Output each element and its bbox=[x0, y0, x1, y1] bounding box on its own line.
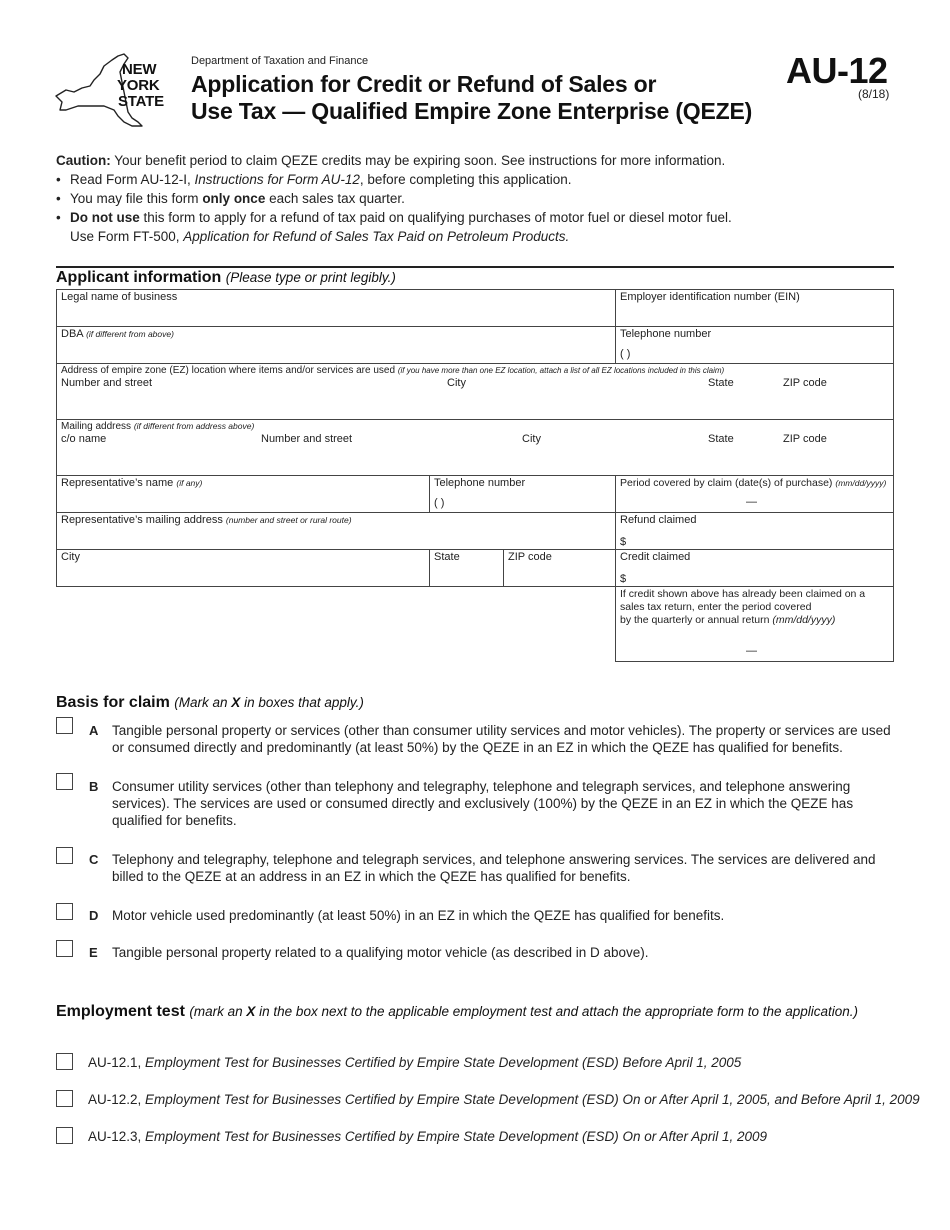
caution-line bbox=[56, 151, 906, 170]
basis-c-text: Telephony and telegraphy, telephone and telegraph services, and telephone answering services. The services are delivered and billed to the QEZE at an address in an EZ in which the QEZE has qualified for benefits. bbox=[112, 852, 876, 884]
basis-a-checkbox[interactable] bbox=[56, 717, 73, 734]
basis-e-text: Tangible personal property related to a qualifying motor vehicle (as described in D above). bbox=[112, 945, 649, 960]
employment-test-2-checkbox[interactable] bbox=[56, 1090, 73, 1107]
mailing-address-field[interactable]: Mailing address (if different from address above) c/o name Number and street City State ZIP code bbox=[56, 419, 894, 476]
grid-bottom-line bbox=[56, 586, 616, 587]
instruction-list bbox=[56, 170, 906, 246]
form-title-line2: Use Tax — Qualified Empire Zone Enterprise (QEZE) bbox=[191, 98, 753, 124]
basis-b-checkbox[interactable] bbox=[56, 773, 73, 790]
caution-text: Your benefit period to claim QEZE credits may be expiring soon. See instructions for more information. bbox=[110, 153, 726, 168]
rep-mailing-field[interactable]: Representative’s mailing address (number and street or rural route) bbox=[56, 512, 616, 550]
employment-test-1-checkbox[interactable] bbox=[56, 1053, 73, 1070]
employment-test-3-text: AU-12.3, Employment Test for Businesses Certified by Empire State Development (ESD) On or After April 1, 2009 bbox=[88, 1129, 768, 1144]
employment-test-3-checkbox[interactable] bbox=[56, 1127, 73, 1144]
instruction-item: • Do not use this form to apply for a refund of tax paid on qualifying purchases of motor fuel or diesel motor fuel. Use Form FT-500, Application for Refund of Sales Tax Paid on Petroleum Products. bbox=[56, 208, 906, 246]
telephone-field[interactable]: Telephone number ( ) bbox=[615, 326, 894, 364]
intro-notes bbox=[56, 151, 906, 246]
logo-text-state: STATE bbox=[118, 93, 164, 110]
employment-heading: Employment test (mark an X in the box next to the applicable employment test and attach the appropriate form to the application.) bbox=[56, 1003, 859, 1020]
basis-e-letter: E bbox=[89, 945, 98, 960]
form-title bbox=[191, 71, 752, 125]
logo-text-new: NEW bbox=[122, 61, 157, 78]
caution-label: Caution: bbox=[56, 153, 111, 168]
rep-state-field[interactable]: State bbox=[429, 549, 504, 587]
form-title-line1: Application for Credit or Refund of Sales or bbox=[191, 71, 657, 97]
ein-field[interactable]: Employer identification number (EIN) bbox=[615, 289, 894, 327]
section-divider bbox=[56, 266, 894, 268]
basis-a-text: Tangible personal property or services (other than consumer utility services and motor vehicles). The property or services are used or consumed directly and predominantly (at least 50%) by the QEZE in an EZ in which the QEZE has qualified for benefits. bbox=[112, 723, 891, 755]
applicant-heading: Applicant information (Please type or print legibly.) bbox=[56, 269, 396, 286]
period-covered-field[interactable]: Period covered by claim (date(s) of purchase) (mm/dd/yyyy) — bbox=[615, 475, 894, 513]
form-id: AU-12 bbox=[786, 50, 888, 91]
logo-text-york: YORK bbox=[117, 77, 160, 94]
basis-d-letter: D bbox=[89, 908, 99, 923]
legal-name-field[interactable]: Legal name of business bbox=[56, 289, 616, 327]
refund-claimed-field[interactable]: Refund claimed $ bbox=[615, 512, 894, 550]
basis-b-letter: B bbox=[89, 779, 99, 794]
basis-heading: Basis for claim (Mark an X in boxes that apply.) bbox=[56, 694, 364, 711]
credit-claimed-field[interactable]: Credit claimed $ bbox=[615, 549, 894, 587]
department-name: Department of Taxation and Finance bbox=[191, 55, 369, 67]
instruction-item: • Read Form AU-12-I, Instructions for Form AU-12, before completing this application. bbox=[56, 170, 906, 189]
instruction-item: • You may file this form only once each sales tax quarter. bbox=[56, 189, 906, 208]
basis-a-letter: A bbox=[89, 723, 99, 738]
basis-e-checkbox[interactable] bbox=[56, 940, 73, 957]
employment-test-1-text: AU-12.1, Employment Test for Businesses Certified by Empire State Development (ESD) Before April 1, 2005 bbox=[88, 1055, 742, 1070]
rep-telephone-field[interactable]: Telephone number ( ) bbox=[429, 475, 616, 513]
basis-c-letter: C bbox=[89, 852, 99, 867]
dba-field[interactable]: DBA (if different from above) bbox=[56, 326, 616, 364]
ez-address-field[interactable]: Address of empire zone (EZ) location where items and/or services are used (if you have more than one EZ location, attach a list of all EZ locations included in this claim) Number and street City State ZIP code bbox=[56, 363, 894, 420]
form-revision: (8/18) bbox=[858, 87, 890, 101]
basis-c-checkbox[interactable] bbox=[56, 847, 73, 864]
credit-period-field[interactable]: If credit shown above has already been claimed on a sales tax return, enter the period covered by the quarterly or annual return (mm/dd/yyyy) — bbox=[615, 586, 894, 662]
rep-zip-field[interactable]: ZIP code bbox=[503, 549, 616, 587]
employment-test-2-text: AU-12.2, Employment Test for Businesses Certified by Empire State Development (ESD) On or After April 1, 2005, and Before April 1, 2009 bbox=[88, 1092, 920, 1107]
nys-logo bbox=[52, 52, 182, 130]
rep-city-field[interactable]: City bbox=[56, 549, 430, 587]
basis-d-checkbox[interactable] bbox=[56, 903, 73, 920]
basis-b-text: Consumer utility services (other than telephony and telegraphy, telephone and telegraph services, and telephone answering services). The services are used or consumed directly and exclusively (100%) by the QEZE in an EZ in which the QEZE has qualified for benefits. bbox=[112, 779, 854, 828]
basis-d-text: Motor vehicle used predominantly (at least 50%) in an EZ in which the QEZE has qualified for benefits. bbox=[112, 908, 725, 923]
rep-name-field[interactable]: Representative’s name (if any) bbox=[56, 475, 430, 513]
